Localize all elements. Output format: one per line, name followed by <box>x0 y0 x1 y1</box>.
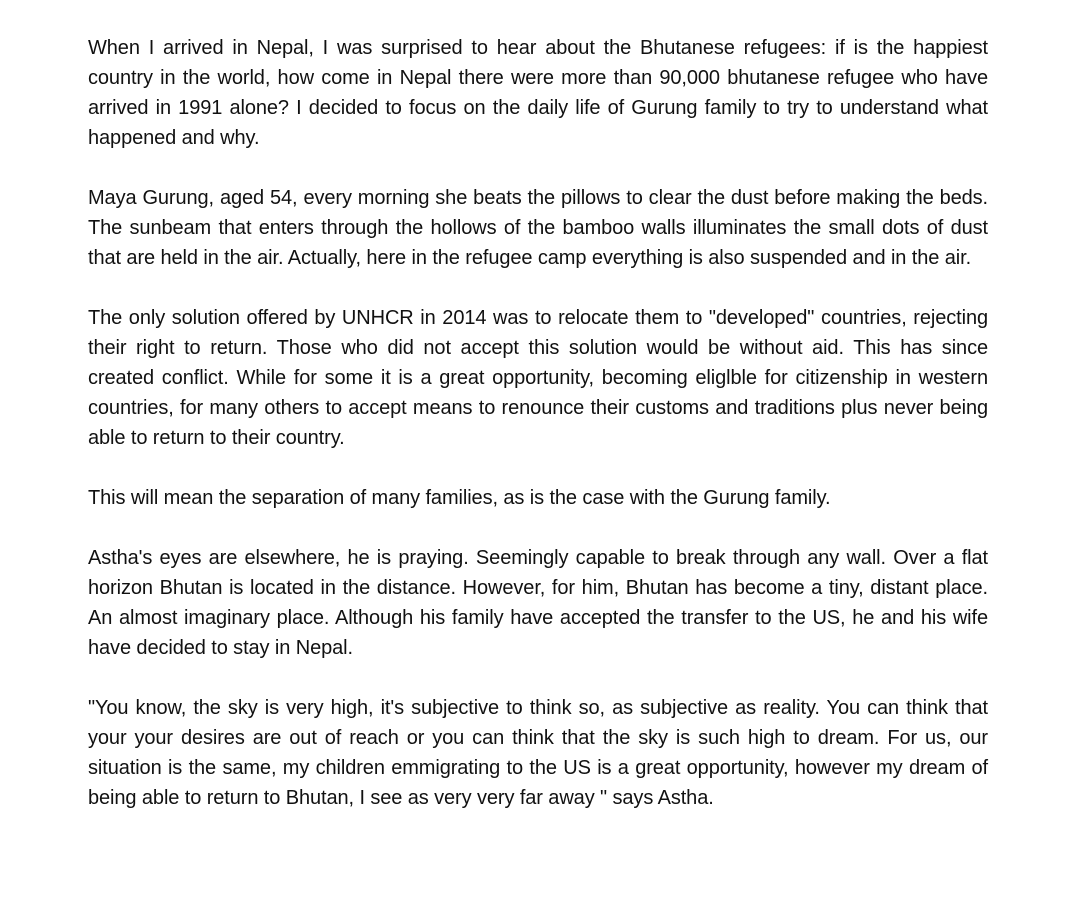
paragraph-astha-praying: Astha's eyes are elsewhere, he is praying. Seemingly capable to break through any wall. Over a flat horizon Bhutan is located in the distance. However, for him, Bhutan has become a tiny, distant place. An almost imaginary place. Although his family have accepted the transfer to the US, he and his wife have decided to stay in Nepal. <box>88 547 988 659</box>
document-body <box>88 33 988 813</box>
paragraph-astha-quote: "You know, the sky is very high, it's subjective to think so, as subjective as reality. You can think that your your desires are out of reach or you can think that the sky is such high to dream. For us, our situation is the same, my children emmigrating to the US is a great opportunity, however my dream of being able to return to Bhutan, I see as very very far away " says Astha. <box>88 697 988 809</box>
paragraph-maya-gurung: Maya Gurung, aged 54, every morning she beats the pillows to clear the dust before making the beds. The sunbeam that enters through the hollows of the bamboo walls illuminates the small dots of dust that are held in the air. Actually, here in the refugee camp everything is also suspended and in the air. <box>88 187 988 269</box>
paragraph-family-separation: This will mean the separation of many families, as is the case with the Gurung family. <box>88 487 831 509</box>
paragraph-unhcr-solution: The only solution offered by UNHCR in 2014 was to relocate them to "developed" countries, rejecting their right to return. Those who did not accept this solution would be without aid. This has since created conflict. While for some it is a great opportunity, becoming eliglble for citizenship in western countries, for many others to accept means to renounce their customs and traditions plus never being able to return to their country. <box>88 307 988 449</box>
paragraph-intro: When I arrived in Nepal, I was surprised to hear about the Bhutanese refugees: if is the happiest country in the world, how come in Nepal there were more than 90,000 bhutanese refugee who have arrived in 1991 alone? I decided to focus on the daily life of Gurung family to try to understand what happened and why. <box>88 37 988 149</box>
